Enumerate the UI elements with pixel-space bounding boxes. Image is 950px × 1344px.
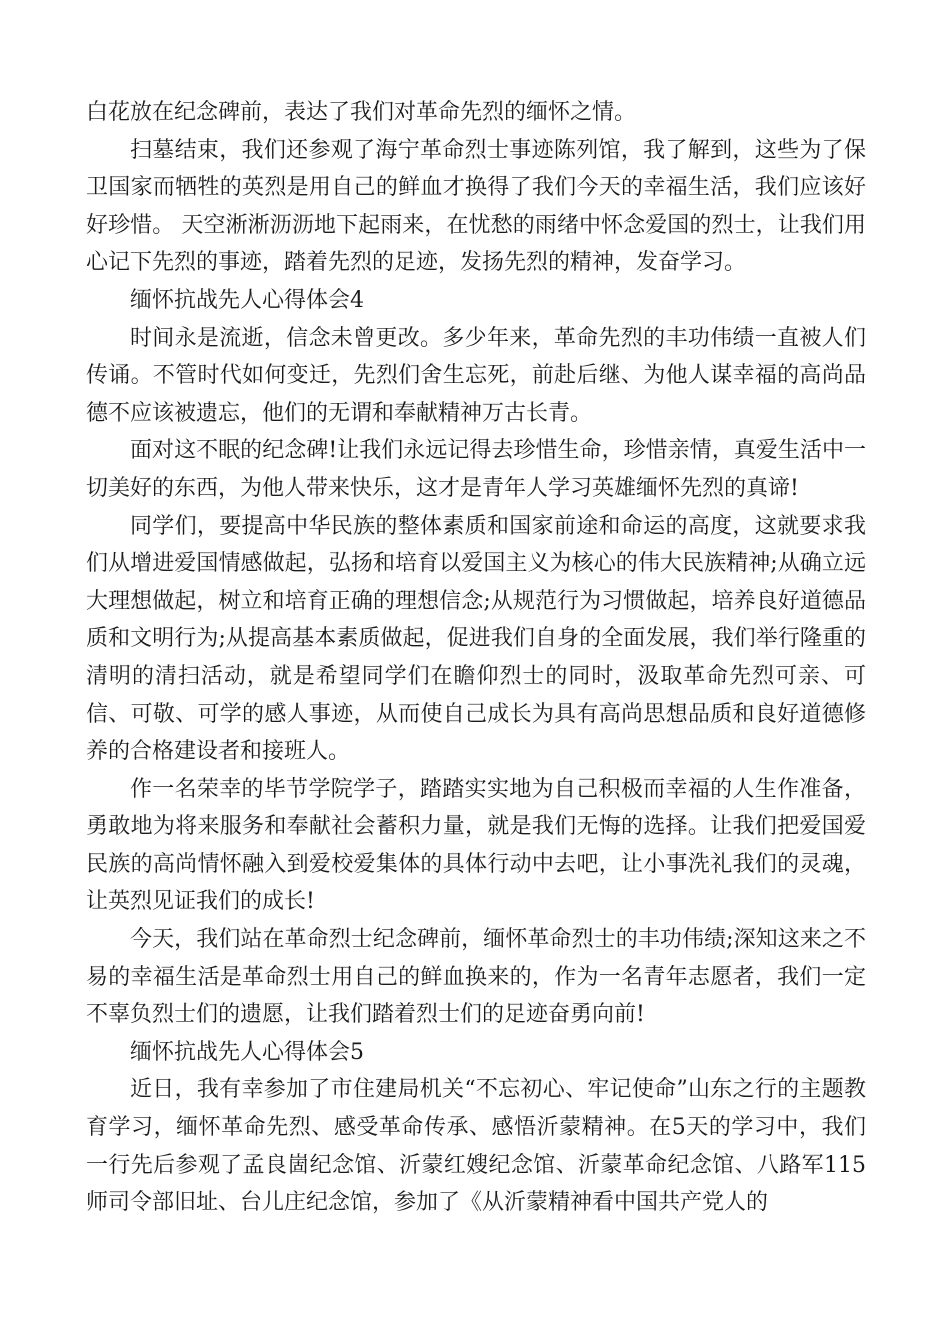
document-page <box>86 0 866 1344</box>
paragraph-continuation: 白花放在纪念碑前，表达了我们对革命先烈的缅怀之情。 <box>86 100 637 125</box>
section-heading-4: 缅怀抗战先人心得体会4 <box>130 287 364 313</box>
paragraph-time-passes: 时间永是流逝，信念未曾更改。多少年来，革命先烈的丰功伟绩一直被人们传诵。不管时代如何变迁，先烈们舍生忘死，前赴后继、为他人谋幸福的高尚品德不应该被遗忘，他们的无谓和奉献精神万古长青。 <box>86 325 866 426</box>
paragraph-bijie-college: 作一名荣幸的毕节学院学子，踏踏实实地为自己积极而幸福的人生作准备，勇敢地为将来服务和奉献社会蓄积力量，就是我们无悔的选择。让我们把爱国爱民族的高尚情怀融入到爱校爱集体的具体行动中去吧，让小事洗礼我们的灵魂，让英烈见证我们的成长! <box>86 776 866 915</box>
paragraph-recently: 近日，我有幸参加了市住建局机关“不忘初心、牢记使命”山东之行的主题教育学习，缅怀革命先烈、感受革命传承、感悟沂蒙精神。在5天的学习中，我们一行先后参观了孟良崮纪念馆、沂蒙红嫂纪念馆、沂蒙革命纪念馆、八路军115师司令部旧址、台儿庄纪念馆，参加了《从沂蒙精神看中国共产党人的 <box>86 1077 866 1216</box>
paragraph-monument: 面对这不眠的纪念碑!让我们永远记得去珍惜生命，珍惜亲情，真爱生活中一切美好的东西，为他人带来快乐，这才是青年人学习英雄缅怀先烈的真谛! <box>86 438 866 501</box>
paragraph-today: 今天，我们站在革命烈士纪念碑前，缅怀革命烈士的丰功伟绩;深知这来之不易的幸福生活是革命烈士用自己的鲜血换来的，作为一名青年志愿者，我们一定不辜负烈士们的遗愿，让我们踏着烈士们的足迹奋勇向前! <box>86 927 866 1028</box>
paragraph-students: 同学们，要提高中华民族的整体素质和国家前途和命运的高度，这就要求我们从增进爱国情感做起，弘扬和培育以爱国主义为核心的伟大民族精神;从确立远大理想做起，树立和培育正确的理想信念;从规范行为习惯做起，培养良好道德品质和文明行为;从提高基本素质做起，促进我们自身的全面发展，我们举行隆重的清明的清扫活动，就是希望同学们在瞻仰烈士的同时，汲取革命先烈可亲、可信、可敬、可学的感人事迹，从而使自己成长为具有高尚思想品质和良好道德修养的合格建设者和接班人。 <box>86 513 866 765</box>
section-heading-5: 缅怀抗战先人心得体会5 <box>130 1039 364 1065</box>
paragraph-cemetery-visit: 扫墓结束，我们还参观了海宁革命烈士事迹陈列馆，我了解到，这些为了保卫国家而牺牲的英烈是用自己的鲜血才换得了我们今天的幸福生活，我们应该好好珍惜。 天空淅淅沥沥地下起雨来，在忧愁的雨绪中怀念爱国的烈士，让我们用心记下先烈的事迹，踏着先烈的足迹，发扬先烈的精神，发奋学习。 <box>86 137 866 276</box>
